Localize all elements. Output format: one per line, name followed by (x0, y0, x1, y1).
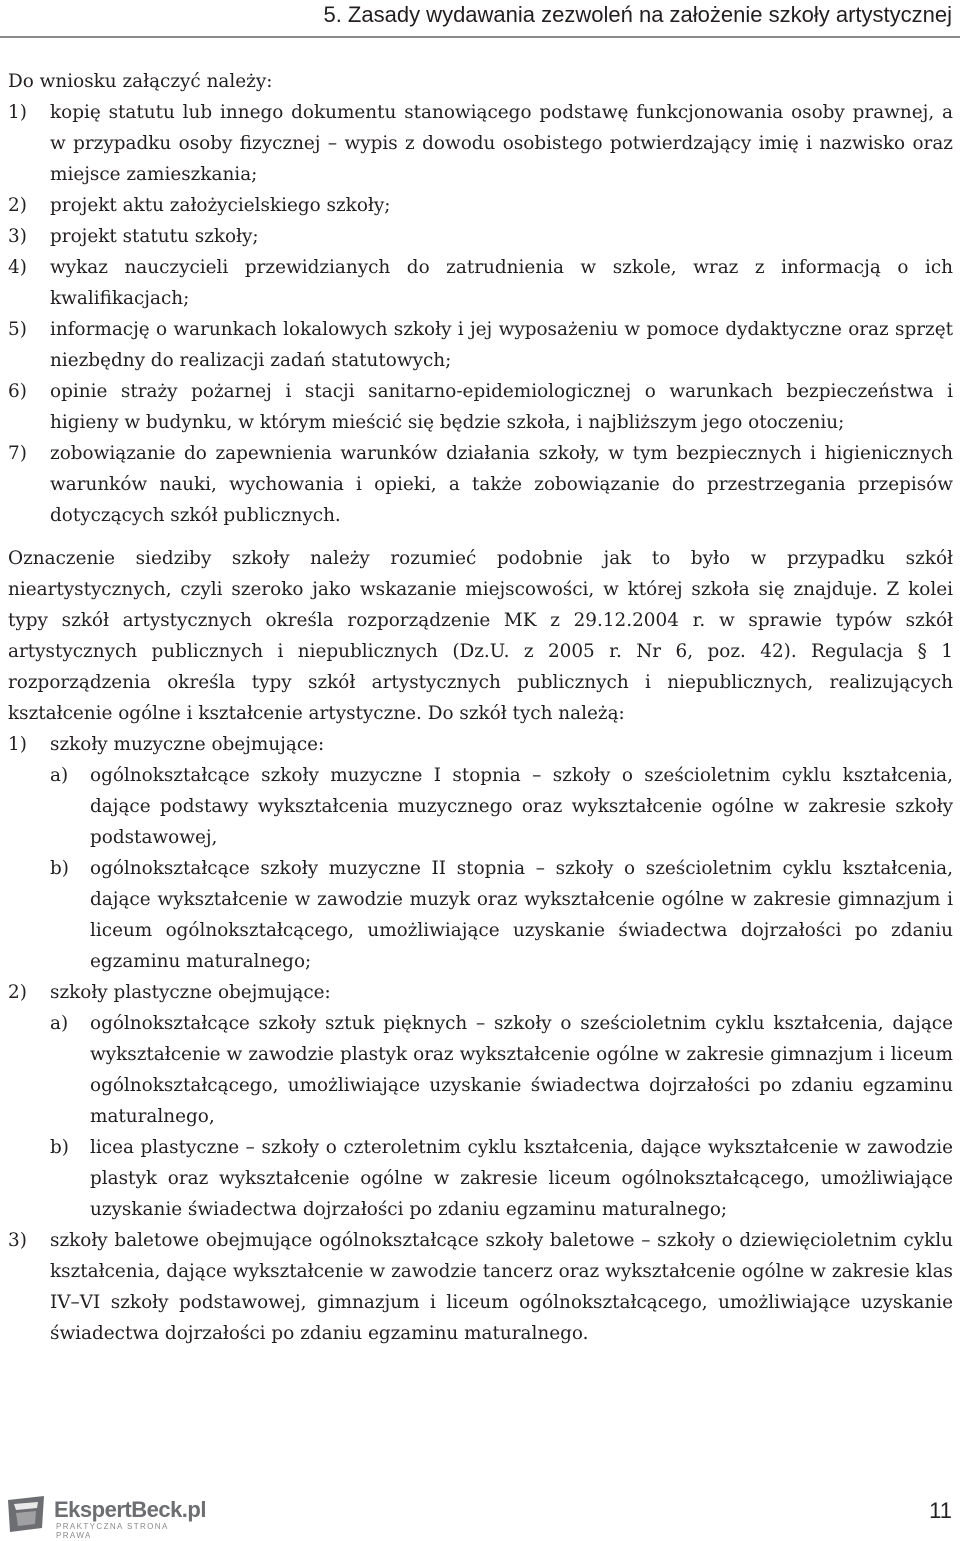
list-number: 3) (8, 1230, 27, 1251)
section2-paragraph: Oznaczenie siedziby szkoły należy rozumieć podobnie jak to było w przypadku szkół nieartystycznych, czyli szeroko jako wskazanie miejscowości, w której szkoła się znajduje. Z kolei typy szkół artystycznych określa rozporządzenie MK z 29.12.2004 r. w sprawie typów szkół artystycznych publicznych i niepublicznych (Dz.U. z 2005 r. Nr 6, poz. 42). Regulacja § 1 rozporządzenia określa typy szkół artystycznych publicznych i niepublicznych, realizujących kształcenie ogólne i kształcenie artystyczne. Do szkół tych należą: (8, 548, 953, 724)
publisher-logo (6, 1494, 206, 1540)
sub-list-letter: a) (50, 765, 69, 786)
sub-list-text: ogólnokształcące szkoły muzyczne I stopnia – szkoły o sześcioletnim cyklu kształcenia, dające podstawy wykształcenia muzycznego oraz wykształcenie ogólne w zakresie szkoły podstawowej, (90, 765, 953, 848)
spacer (8, 531, 953, 543)
logo-book-icon (6, 1496, 46, 1532)
list-item (8, 252, 953, 314)
list-number: 4) (8, 257, 27, 278)
list-text: kopię statutu lub innego dokumentu stanowiącego podstawę funkcjonowania osoby prawnej, a w przypadku osoby fizycznej – wypis z dowodu osobistego potwierdzający imię i nazwisko oraz miejsce zamieszkania; (50, 102, 953, 185)
sub-list-item (8, 760, 953, 853)
sub-list-text: ogólnokształcące szkoły sztuk pięknych – szkoły o sześcioletnim cyklu kształcenia, dające wykształcenie w zawodzie plastyk oraz wykształcenie ogólne w zakresie gimnazjum i liceum ogólnokształcącego, umożliwiające uzyskanie świadectwa dojrzałości po zdaniu egzaminu maturalnego, (90, 1013, 953, 1127)
logo-wordmark: EkspertBeck.pl (54, 1497, 206, 1522)
sub-list-text: licea plastyczne – szkoły o czteroletnim cyklu kształcenia, dające wykształcenie w zawodzie plastyk oraz wykształcenie ogólne w zakresie liceum ogólnokształcącego, umożliwiające uzyskanie świadectwa dojrzałości po zdaniu egzaminu maturalnego; (90, 1137, 953, 1220)
header-divider (0, 36, 960, 38)
list-item (8, 729, 953, 760)
list-text: projekt aktu założycielskiego szkoły; (50, 195, 391, 216)
sub-list-letter: b) (50, 858, 69, 879)
sub-list-letter: b) (50, 1137, 69, 1158)
list-text: szkoły baletowe obejmujące ogólnokształcące szkoły baletowe – szkoły o dziewięcioletnim cyklu kształcenia, dające wykształcenie w zawodzie tancerz oraz wykształcenie ogólne w zakresie klas IV–VI szkoły podstawowej, gimnazjum i liceum ogólnokształcącego, umożliwiające uzyskanie świadectwa dojrzałości po zdaniu egzaminu maturalnego. (50, 1230, 953, 1344)
page-body (8, 66, 953, 1349)
list-number: 3) (8, 226, 27, 247)
page-header (0, 0, 960, 40)
list-item (8, 97, 953, 190)
list-item (8, 221, 953, 252)
sub-list-text: ogólnokształcące szkoły muzyczne II stopnia – szkoły o sześcioletnim cyklu kształcenia, dające wykształcenie w zawodzie muzyk oraz wykształcenie ogólne w zakresie gimnazjum i liceum ogólnokształcącego, umożliwiające uzyskanie świadectwa dojrzałości po zdaniu egzaminu maturalnego; (90, 858, 953, 972)
list-item (8, 1225, 953, 1349)
list-item (8, 190, 953, 221)
list-number: 6) (8, 381, 27, 402)
list-text: projekt statutu szkoły; (50, 226, 259, 247)
list-text: szkoły plastyczne obejmujące: (50, 982, 331, 1003)
sub-list-item (8, 1132, 953, 1225)
list-item (8, 977, 953, 1008)
school-types-list (8, 729, 953, 1349)
chapter-title: 5. Zasady wydawania zezwoleń na założenie szkoły artystycznej (323, 2, 952, 27)
sub-list-item (8, 853, 953, 977)
list-number: 7) (8, 443, 27, 464)
list-number: 2) (8, 195, 27, 216)
list-text: informację o warunkach lokalowych szkoły i jej wyposażeniu w pomoce dydaktyczne oraz sprzęt niezbędny do realizacji zadań statutowych; (50, 319, 953, 371)
sub-list-letter: a) (50, 1013, 69, 1034)
list-item (8, 314, 953, 376)
list-number: 1) (8, 734, 27, 755)
list-text: szkoły muzyczne obejmujące: (50, 734, 325, 755)
section1-intro: Do wniosku załączyć należy: (8, 71, 273, 92)
list-text: zobowiązanie do zapewnienia warunków działania szkoły, w tym bezpiecznych i higienicznych warunków nauki, wychowania i opieki, a także zobowiązanie do przestrzegania przepisów dotyczących szkół publicznych. (50, 443, 953, 526)
list-number: 2) (8, 982, 27, 1003)
list-text: opinie straży pożarnej i stacji sanitarno-epidemiologicznej o warunkach bezpieczeństwa i higieny w budynku, w którym mieścić się będzie szkoła, i najbliższym jego otoczeniu; (50, 381, 953, 433)
list-item (8, 438, 953, 531)
logo-tagline: PRAKTYCZNA STRONA PRAWA (56, 1522, 169, 1540)
attachment-list (8, 97, 953, 531)
list-number: 5) (8, 319, 27, 340)
list-number: 1) (8, 102, 27, 123)
list-item (8, 376, 953, 438)
sub-list-item (8, 1008, 953, 1132)
list-text: wykaz nauczycieli przewidzianych do zatrudnienia w szkole, wraz z informacją o ich kwalifikacjach; (50, 257, 953, 309)
page-number: 11 (929, 1498, 952, 1523)
